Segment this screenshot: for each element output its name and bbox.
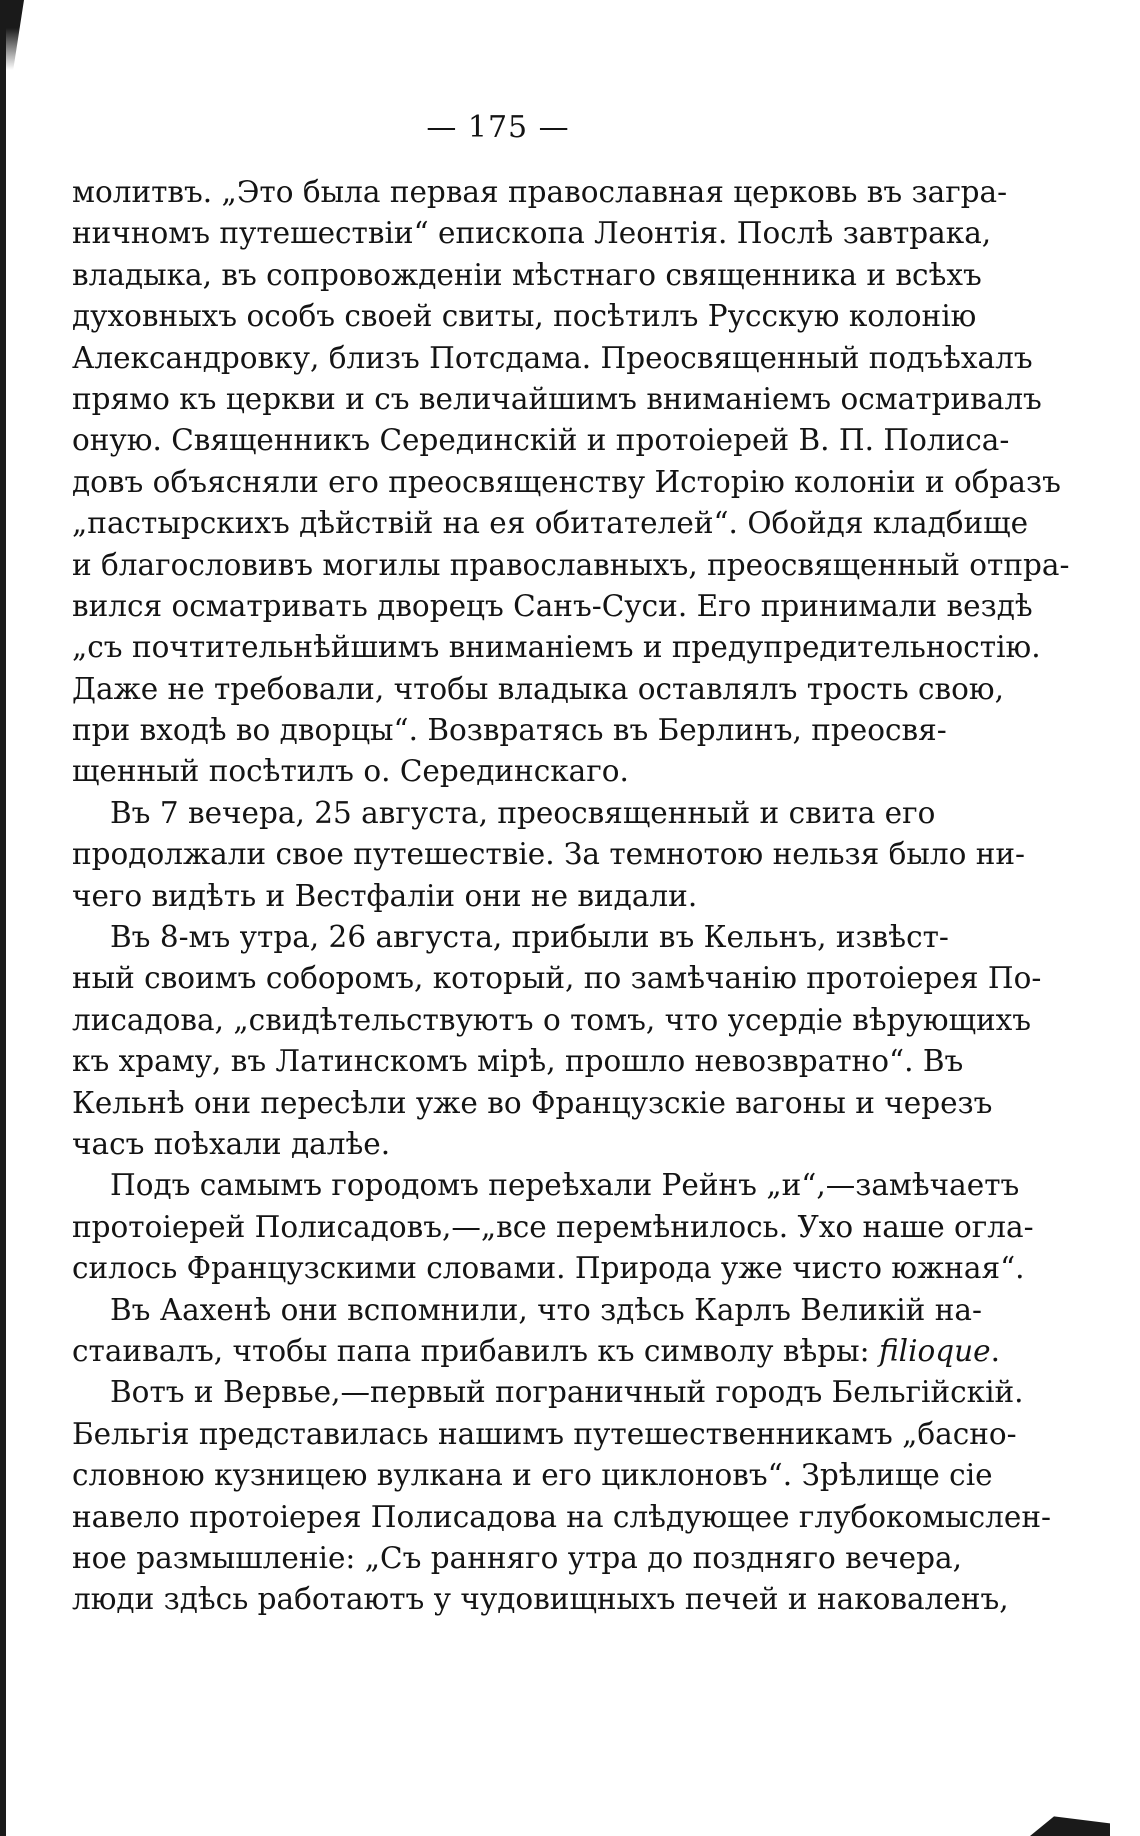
text-line: при входѣ во дворцы“. Возвратясь въ Берлинъ, преосвя- — [72, 713, 947, 748]
text-line: довъ объясняли его преосвященству Исторію колоніи и образъ — [72, 464, 1061, 499]
text-line: ный своимъ соборомъ, который, по замѣчанію протоіерея По- — [72, 961, 1042, 996]
text-line: навело протоіерея Полисадова на слѣдующее глубокомыслен- — [72, 1499, 1051, 1534]
text-line: къ храму, въ Латинскомъ мірѣ, прошло невозвратно“. Въ — [72, 1044, 964, 1079]
text-line: ное размышленіе: „Съ ранняго утра до поздняго вечера, — [72, 1540, 962, 1575]
page-number: — 175 — — [426, 110, 570, 145]
text-line: владыка, въ сопровожденіи мѣстнаго священника и всѣхъ — [72, 257, 982, 292]
text-line: молитвъ. „Это была первая православная церковь въ загра- — [72, 175, 1008, 209]
text-line: Кельнѣ они пересѣли уже во Французскіе вагоны и черезъ — [72, 1085, 993, 1120]
text-line: Въ 8-мъ утра, 26 августа, прибыли въ Кельнъ, извѣст- — [110, 920, 949, 955]
text-line: „съ почтительнѣйшимъ вниманіемъ и предупредительностію. — [72, 630, 1041, 665]
text-line: Въ 7 вечера, 25 августа, преосвященный и свита его — [110, 795, 936, 830]
text-line: силось Французскими словами. Природа уже чисто южная“. — [72, 1251, 1025, 1286]
text-line: прямо къ церкви и съ величайшимъ вниманіемъ осматривалъ — [72, 381, 1042, 416]
text-line: „пастырскихъ дѣйствій на ея обитателей“. Обойдя кладбище — [72, 506, 1029, 541]
text-line: Александровку, близъ Потсдама. Преосвященный подъѣхалъ — [72, 340, 1033, 375]
scan-mark-bottom — [1030, 1808, 1110, 1836]
scan-edge-left — [0, 0, 6, 1836]
text-line: оную. Священникъ Серединскій и протоіерей В. П. Полиса- — [72, 423, 1010, 458]
text-line: щенный посѣтилъ о. Серединскаго. — [72, 754, 629, 789]
text-line: часъ поѣхали далѣе. — [72, 1126, 391, 1161]
text-line: протоіерей Полисадовъ,—„все перемѣнилось. Ухо наше огла- — [72, 1209, 1034, 1244]
text-line: словною кузницею вулкана и его циклоновъ“. Зрѣлище сіе — [72, 1458, 993, 1493]
text-line: продолжали свое путешествіе. За темнотою нельзя было ни- — [72, 837, 1026, 872]
text-line: Подъ самымъ городомъ переѣхали Рейнъ „и“,—замѣчаетъ — [110, 1168, 1020, 1203]
text-line: стаивалъ, чтобы папа прибавилъ къ символу вѣры: filioque. — [72, 1333, 1001, 1368]
text-line: и благословивъ могилы православныхъ, преосвященный отпра- — [72, 547, 1070, 582]
text-line: вился осматривать дворецъ Санъ-Суси. Его принимали вездѣ — [72, 588, 1033, 623]
text-line: Вотъ и Вервье,—первый пограничный городъ Бельгійскій. — [110, 1375, 1024, 1410]
book-page — [72, 108, 1070, 1621]
text-line: духовныхъ особъ своей свиты, посѣтилъ Русскую колонію — [72, 299, 977, 334]
text-line: ничномъ путешествіи“ епископа Леонтія. Послѣ завтрака, — [72, 216, 992, 251]
body-text — [72, 172, 1070, 1621]
scan-mark-top — [6, 0, 24, 70]
latin-term: filioque — [878, 1333, 991, 1368]
text-line: чего видѣть и Вестфаліи они не видали. — [72, 878, 698, 913]
text-line: Даже не требовали, чтобы владыка оставлялъ трость свою, — [72, 671, 1004, 706]
text-line: Бельгія представилась нашимъ путешественникамъ „басно- — [72, 1416, 1017, 1451]
text-line: лисадова, „свидѣтельствуютъ о томъ, что усердіе вѣрующихъ — [72, 1002, 1032, 1037]
text-line: Въ Аахенѣ они вспомнили, что здѣсь Карлъ Великій на- — [110, 1292, 982, 1327]
text-line: люди здѣсь работаютъ у чудовищныхъ печей и наковаленъ, — [72, 1582, 1009, 1617]
